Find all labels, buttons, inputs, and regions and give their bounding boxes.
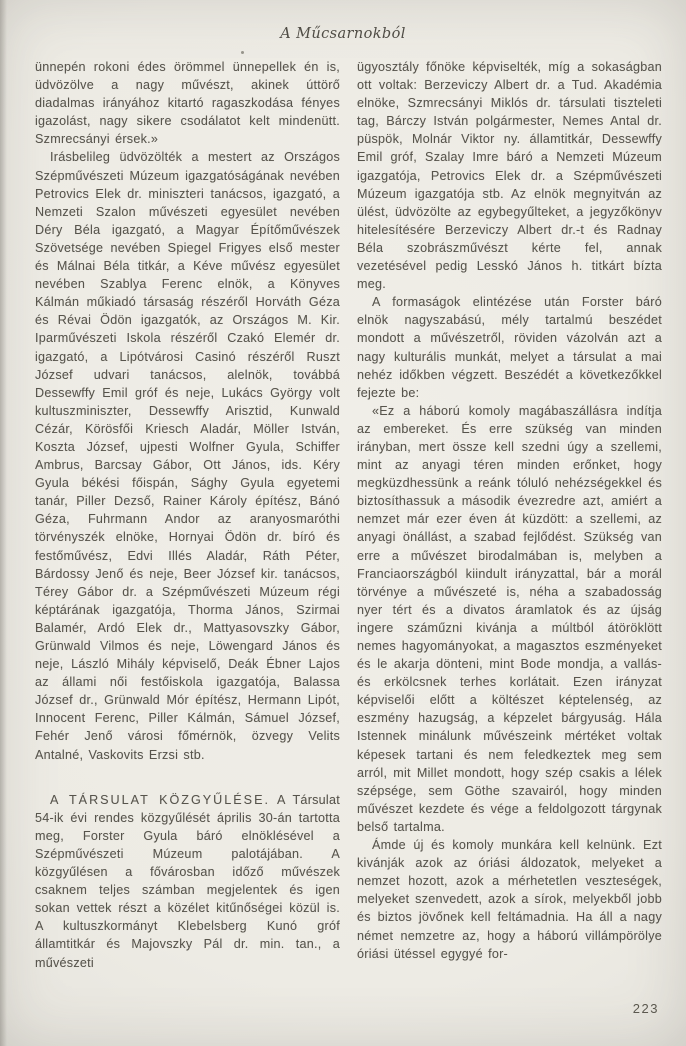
left-column (35, 58, 340, 1000)
paragraph: ügyosztály főnöke képviselték, míg a sokaságban ott voltak: Berzeviczy Albert dr. a Tud. Akadémia elnöke, Szmrecsányi Miklós dr. társulati tiszteleti tag, Bárczy István polgármester, Nemes Antal dr. püspök, Molnár Viktor ny. államtitkár, Dessewffy Emil gróf, Szalay Imre báró a Nemzeti Múzeum igazgatója, Petrovics Elek dr. a Szépművészeti Múzeum igazgatója stb. Az elnök megnyitván az ülést, üdvözölte az egybegyűlteket, a jegyzőkönyv hitelesítésére Berzeviczy Albert dr.-t és Radnay Béla szobrászművészt kérte fel, annak vezetésével pedig Lesskó János h. titkárt bízta meg. (357, 60, 662, 292)
ink-speck (241, 51, 244, 54)
paragraph: A TÁRSULAT KÖZGYŰLÉSE. A Társulat 54-ik évi rendes közgyűlését április 30-án tartotta meg, Forster Gyula báró elnöklésével a Szépművészeti Múzeum palotájában. A közgyűlésen a fővárosban időző művészek csaknem teljes számban megjelentek és igen sokan vettek részt a közélet kitűnőségei közül is. A kultuszkormányt Klebelsberg Kunó gróf államtitkár és Majovszky Pál dr. min. tan., a művészeti (35, 792, 340, 970)
section-heading: A TÁRSULAT KÖZGYŰLÉSE. (50, 792, 270, 807)
right-column (357, 58, 662, 1000)
paragraph: Irásbelileg üdvözölték a mestert az Országos Szépművészeti Múzeum igazgatóságának nevében Petrovics Elek dr. miniszteri tanácsos, igazgató, a Nemzeti Szalon művészeti egyesület nevében Déry Béla igazgató, a Magyar Építőművészek Szövetsége nevében Spiegel Frigyes első mester és Málnai Béla titkár, a Kéve művész egyesület nevében Szablya Ferenc elnök, a Könyves Kálmán műkiadó társaság részéről Horváth Géza és Révai Ödön igazgatók, az Országos M. Kir. Iparművészeti Iskola részéről Czakó Elemér dr. igazgató, a Lipótvárosi Casinó részéről Ruszt József udvari tanácsos, alelnök, továbbá Dessewffy Emil gróf és neje, Lukács György volt kultuszminiszter, Dessewffy Arisztid, Kunwald Cézár, Körösfői Kriesch Aladár, Möller István, Koszta József, ujpesti Wolfner Gyula, Schiffer Ambrus, Barcsay Gábor, Ott János, ids. Kéry Gyula békési főispán, Sághy Gyula egyetemi tanár, Piller Dezső, Rainer Károly építész, Bánó Géza, Fuhrmann Andor az aranyosmaróthi törvényszék elnöke, Hornyai Ödön dr. bíró és festőművész, Edvi Illés Aladár, Ráth Péter, Bárdossy Jenő és neje, Beer József kir. tanácsos, Térey Gábor dr. a Szépművészeti Múzeum régi képtárának igazgatója, Thorma János, Szirmai Balamér, Ardó Elek dr., Mattyasovszky Gábor, Grünwald Vilmos és neje, Löwengard János és neje, László Mihály képviselő, Deák Ébner Lajos az állami női festőiskola igazgatója, Balassa József dr., Grünwald Mór építész, Hermann Lipót, Innocent Ferenc, Piller Kálmán, Sámuel József, Fehér Jenő városi főmérnök, özvegy Velits Antalné, Vaskovits Erzsi stb. (35, 150, 340, 762)
running-header: A Műcsarnokból (280, 26, 406, 42)
text-columns (35, 58, 662, 1000)
page-number: 223 (632, 1001, 659, 1016)
paragraph: A formaságok elintézése után Forster báró elnök nagyszabású, mély tartalmú beszédet mondott a művészetről, röviden vázolván azt a nagy kulturális munkát, melyet a társulat a mai nehéz időkben végzett. Beszédét a következőkkel fejezte be: (357, 295, 662, 400)
page-edge-shadow (0, 0, 7, 1046)
paragraph: «Ez a háború komoly magábaszállásra indítja az embereket. És erre szükség van minden irányban, mert össze kell szedni úgy a szellemi, mint az anyagi téren minden erőnket, hogy megküzdhessünk a reánk tóluló nehézségekkel és biztosíthassuk a második évezredre azt, amiért a nemzet már ezer éven át küzdött: a szellemi, az anyagi önállást, a szabad fejlődést. Szükség van erre a művészet birodalmában is, melyben a Franciaországból kiindult irányzattal, bár a morál törvénye a művészeté is, néha a szabadosság nyer tért és a divatos áramlatok és az újság ingere száműzni kivánja a múltból átöröklött nemes hagyományokat, a magasztos eszményeket és le akarja dönteni, mint Bode mondja, a vallás- és erkölcsnek terhes korlátait. Ezen irányzat képviselői előtt a költészet képtelenség, az eszmény hazugság, a képzelet bárgyuság. Hála Istennek minálunk művészeink mértéket voltak képesek tartani és nem feledkeztek meg sem arról, mit Millet mondott, hogy szép csakis a lélek szépsége, sem Göthe szavairól, hogy minden művészet kezdete és vége a feldolgozott tárgynak belső tartalma. (357, 403, 662, 834)
paragraph: ünnepén rokoni édes örömmel ünnepellek én is, üdvözölve a nagy művészt, akinek úttörő diadalmas irányához kitartó ragaszkodása fényes igazolást, nagy sikere csodálatot kelt mindenütt. Szmrecsányi érsek.» (35, 60, 340, 147)
paragraph: Ámde új és komoly munkára kell kelnünk. Ezt kivánják azok az óriási áldozatok, melyeket a nemzet hozott, azok a mérhetetlen veszteségek, melyeket szenvedett, azok a sírok, melyekből jobb és biztos jövőnek kell feltámadnia. Ha áll a nagy német nemzetre az, hogy a háború villámpörölye óriási ütéssel egygyé for- (357, 838, 662, 961)
